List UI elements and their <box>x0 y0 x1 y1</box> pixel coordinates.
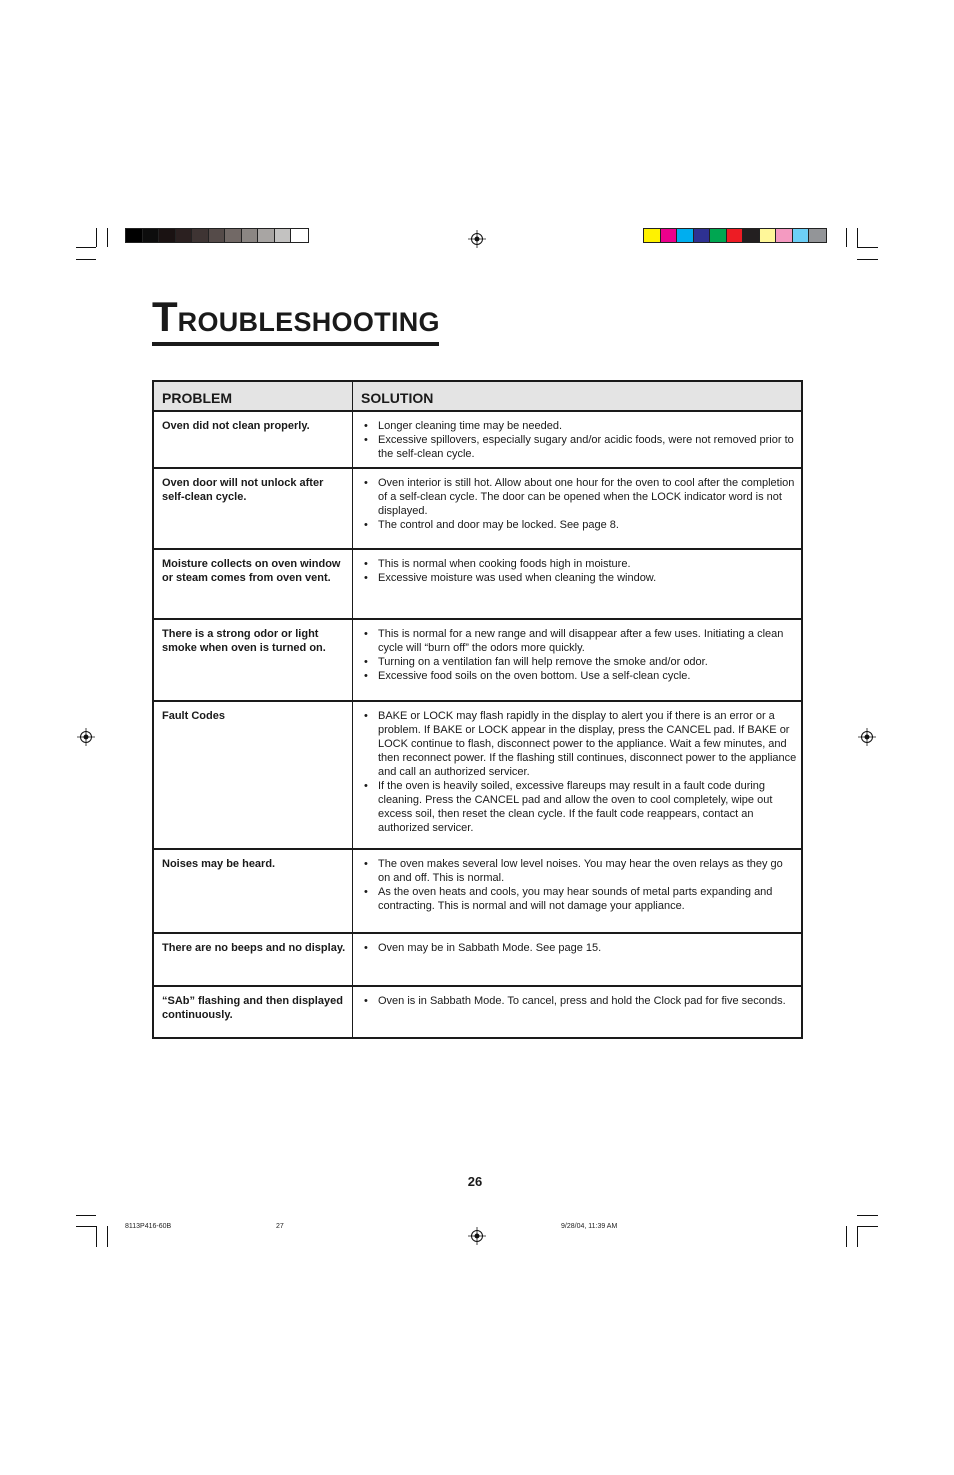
color-swatch <box>291 229 308 242</box>
registration-target-icon <box>468 1227 486 1245</box>
color-swatch <box>661 229 678 242</box>
crop-mark <box>76 1215 96 1216</box>
crop-mark <box>76 1226 96 1227</box>
crop-mark <box>857 1226 878 1227</box>
solution-item: • The control and door may be locked. See page 8. <box>361 518 797 532</box>
page-title <box>152 293 440 346</box>
footer-job-code: 8113P416-60B <box>125 1223 172 1230</box>
crop-mark <box>857 259 878 260</box>
table-row <box>154 702 801 850</box>
problem-cell: There are no beeps and no display. <box>154 934 353 985</box>
problem-cell: “SAb” flashing and then displayed continuously. <box>154 987 353 1037</box>
table-row <box>154 412 801 469</box>
table-row <box>154 987 801 1037</box>
solution-item: • Oven may be in Sabbath Mode. See page 15. <box>361 941 797 955</box>
page-number: 26 <box>467 1174 483 1189</box>
color-swatch <box>760 229 777 242</box>
solution-item: • Longer cleaning time may be needed. <box>361 419 797 433</box>
problem-header: PROBLEM <box>154 382 353 410</box>
color-swatch <box>694 229 711 242</box>
crop-mark <box>107 228 108 247</box>
footer-timestamp: 9/28/04, 11:39 AM <box>561 1223 618 1230</box>
solution-item: • The oven makes several low level noises. You may hear the oven relays as they go on and off. This is normal. <box>361 857 797 885</box>
crop-mark <box>846 1226 847 1247</box>
solution-cell <box>353 850 801 932</box>
solution-item: • Excessive food soils on the oven bottom. Use a self-clean cycle. <box>361 669 797 683</box>
table-row <box>154 550 801 620</box>
color-swatch <box>677 229 694 242</box>
color-swatch <box>275 229 292 242</box>
solution-cell <box>353 620 801 700</box>
color-swatch <box>743 229 760 242</box>
registration-target-icon <box>858 728 876 746</box>
problem-cell: Noises may be heard. <box>154 850 353 932</box>
color-swatch <box>126 229 143 242</box>
solution-item: • This is normal when cooking foods high in moisture. <box>361 557 797 571</box>
solution-item: • If the oven is heavily soiled, excessive flareups may result in a fault code during cleaning. Press the CANCEL pad and allow the oven to cool completely, wipe out excess soil, then reset the clean cycle. If the fault code reappears, contact an authorized servicer. <box>361 779 797 835</box>
solution-item: • As the oven heats and cools, you may hear sounds of metal parts expanding and contracting. This is normal and will not damage your appliance. <box>361 885 797 913</box>
color-swatch <box>192 229 209 242</box>
color-swatch <box>176 229 193 242</box>
color-swatch <box>143 229 160 242</box>
solution-cell <box>353 412 801 467</box>
color-swatch <box>644 229 661 242</box>
problem-cell: Oven did not clean properly. <box>154 412 353 467</box>
table-header <box>154 382 801 412</box>
table-row <box>154 469 801 550</box>
problem-cell: Moisture collects on oven window or steam comes from oven vent. <box>154 550 353 618</box>
solution-item: • Oven is in Sabbath Mode. To cancel, press and hold the Clock pad for five seconds. <box>361 994 797 1008</box>
solution-header: SOLUTION <box>361 390 434 406</box>
crop-mark <box>107 1226 108 1247</box>
solution-list <box>361 857 797 913</box>
solution-list <box>361 627 797 683</box>
solution-list <box>361 476 797 532</box>
color-swatch <box>710 229 727 242</box>
solution-cell <box>353 550 801 618</box>
solution-item: • Oven interior is still hot. Allow about one hour for the oven to cool after the completion of a self-clean cycle. The door can be opened when the LOCK indicator word is not displayed. <box>361 476 797 518</box>
crop-mark <box>857 228 858 247</box>
footer-sheet-number: 27 <box>276 1223 284 1230</box>
solution-cell <box>353 702 801 848</box>
solution-cell <box>353 934 801 985</box>
troubleshooting-table <box>152 380 803 1039</box>
solution-list <box>361 557 797 585</box>
registration-target-icon <box>77 728 95 746</box>
registration-target-icon <box>468 230 486 248</box>
solution-item: • Turning on a ventilation fan will help remove the smoke and/or odor. <box>361 655 797 669</box>
color-swatch <box>242 229 259 242</box>
solution-list <box>361 941 797 955</box>
solution-list <box>361 709 797 835</box>
solution-item: • This is normal for a new range and will disappear after a few uses. Initiating a clean cycle will “burn off” the odors more quickly. <box>361 627 797 655</box>
solution-cell <box>353 469 801 548</box>
crop-mark <box>857 1215 878 1216</box>
color-swatch <box>209 229 226 242</box>
color-swatch <box>159 229 176 242</box>
crop-mark <box>76 247 96 248</box>
solution-item: • Excessive moisture was used when cleaning the window. <box>361 571 797 585</box>
grayscale-bar <box>125 228 309 243</box>
color-swatch <box>225 229 242 242</box>
solution-list <box>361 419 797 461</box>
solution-list <box>361 994 797 1008</box>
problem-cell: Oven door will not unlock after self-clean cycle. <box>154 469 353 548</box>
title-initial: T <box>152 293 178 340</box>
crop-mark <box>96 1226 97 1247</box>
title-rest: ROUBLESHOOTING <box>177 307 440 337</box>
crop-mark <box>846 228 847 247</box>
solution-item: • BAKE or LOCK may flash rapidly in the display to alert you if there is an error or a problem. If BAKE or LOCK appear in the display, press the CANCEL pad. If BAKE or LOCK continue to flash, disconnect power to the appliance. Wait a few minutes, and then reconnect power. If the flashing still continues, disconnect power to the appliance and call an authorized servicer. <box>361 709 797 779</box>
crop-mark <box>857 247 878 248</box>
color-swatch <box>776 229 793 242</box>
color-bar <box>643 228 827 243</box>
crop-mark <box>76 259 96 260</box>
problem-cell: Fault Codes <box>154 702 353 848</box>
color-swatch <box>727 229 744 242</box>
crop-mark <box>857 1226 858 1247</box>
table-row <box>154 620 801 702</box>
table-row <box>154 850 801 934</box>
color-swatch <box>258 229 275 242</box>
solution-cell <box>353 987 801 1037</box>
table-row <box>154 934 801 987</box>
color-swatch <box>793 229 810 242</box>
color-swatch <box>809 229 826 242</box>
crop-mark <box>96 228 97 247</box>
solution-item: • Excessive spillovers, especially sugary and/or acidic foods, were not removed prior to the self-clean cycle. <box>361 433 797 461</box>
problem-cell: There is a strong odor or light smoke when oven is turned on. <box>154 620 353 700</box>
